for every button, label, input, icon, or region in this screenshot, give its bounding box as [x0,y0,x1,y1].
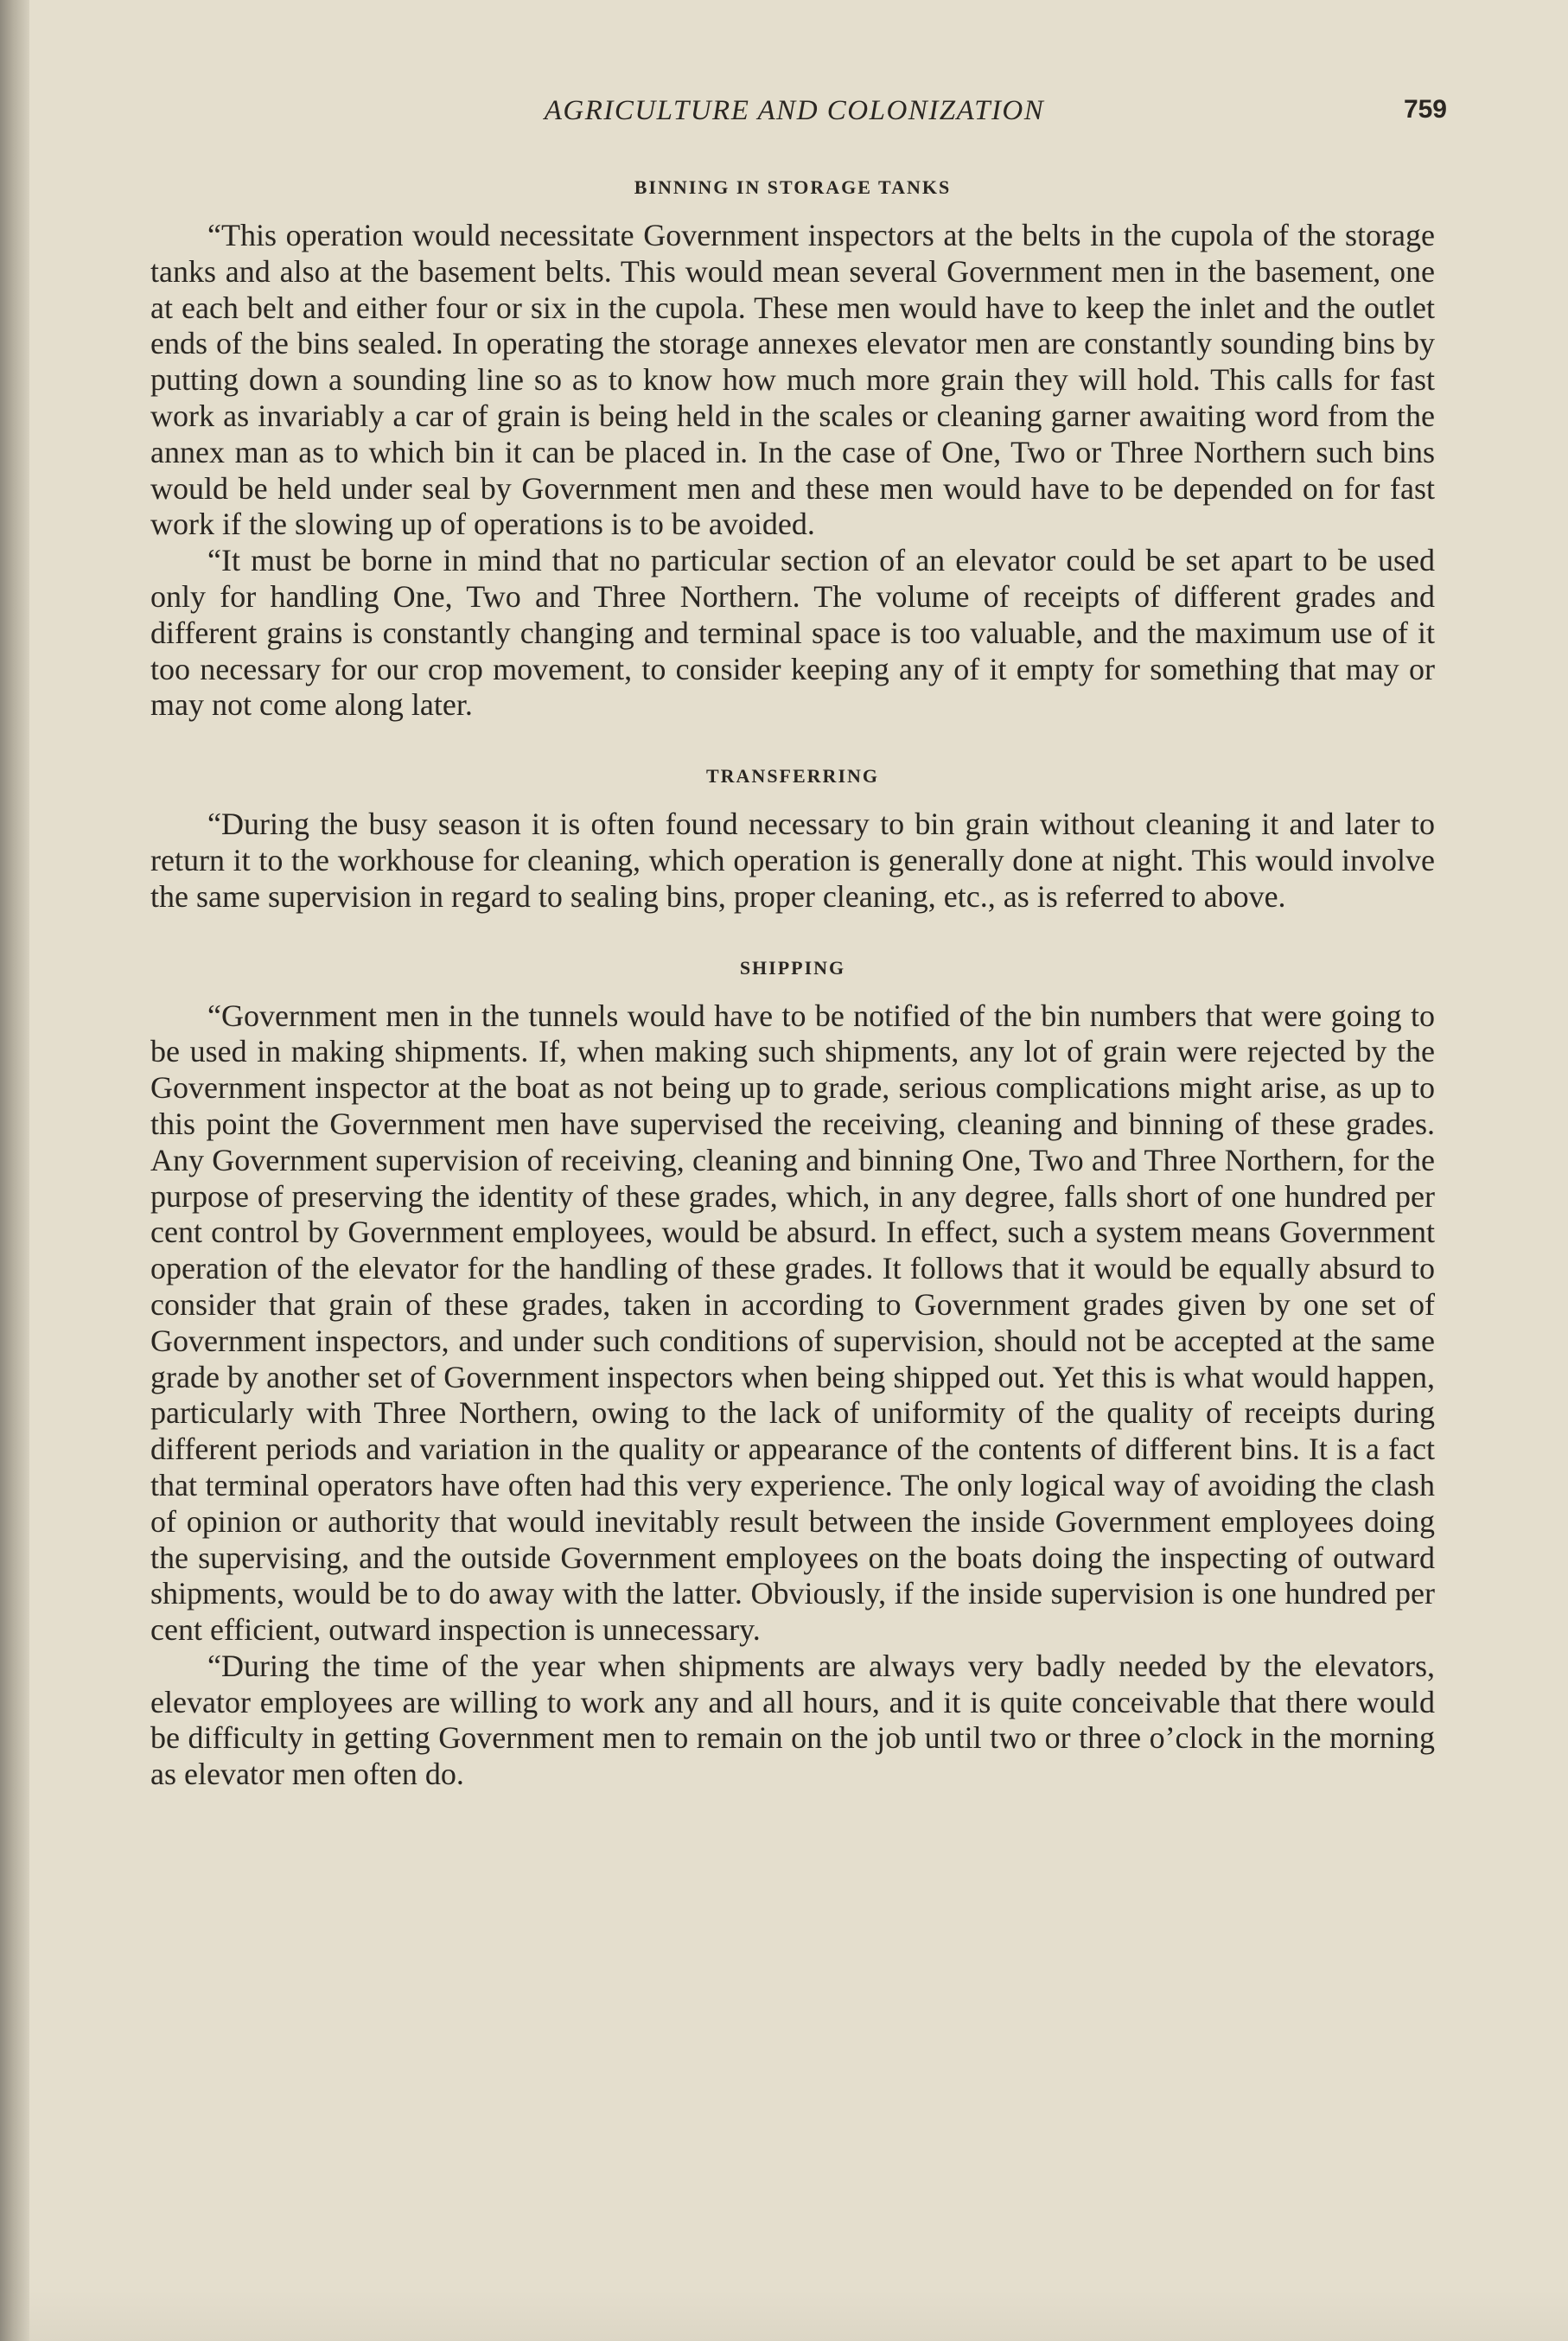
paragraph-transferring-1: “During the busy season it is often found necessary to bin grain without cleaning it and later to return it to the workhouse for cleaning, which operation is generally done at night. This would involve the same supervision in regard to sealing bins, proper cleaning, etc., as is referred to above. [150,807,1435,914]
paragraph-shipping-2: “During the time of the year when shipments are always very badly needed by the elevators, elevator employees are willing to work any and all hours, and it is quite conceivable that there would be difficulty in getting Government men to remain on the job until two or three o’clock in the morning as elevator men often do. [150,1648,1435,1792]
running-title: AGRICULTURE AND COLONIZATION [544,95,1045,126]
running-head [142,95,1447,133]
paragraph-binning-2: “It must be borne in mind that no particular section of an elevator could be set apart to be used only for handling One, Two and Three Northern. The volume of receipts of different grades and different grains is constantly changing and terminal space is too valuable, and the maximum use of it too necessary for our crop movement, to consider keeping any of it empty for something that may or may not come along later. [150,543,1435,723]
paragraph-binning-1: “This operation would necessitate Government inspectors at the belts in the cupola of the storage tanks and also at the basement belts. This would mean several Government men in the basement, one at each belt and either four or six in the cupola. These men would have to keep the inlet and the outlet ends of the bins sealed. In operating the storage annexes elevator men are constantly sounding bins by putting down a sounding line so as to know how much more grain they will hold. This calls for fast work as invariably a car of grain is being held in the scales or cleaning garner awaiting word from the annex man as to which bin it can be placed in. In the case of One, Two or Three Northern such bins would be held under seal by Government men and these men would have to be depended on for fast work if the slowing up of operations is to be avoided. [150,218,1435,542]
paragraph-shipping-1: “Government men in the tunnels would have to be notified of the bin numbers that were going to be used in making shipments. If, when making such shipments, any lot of grain were rejected by the Government inspector at the boat as not being up to grade, serious complications might arise, as up to this point the Government men have supervised the receiving, cleaning and binning of these grades. Any Government supervision of receiving, cleaning and binning One, Two and Three Northern, for the purpose of preserving the identity of these grades, which, in any degree, falls short of one hundred per cent control by Government employees, would be absurd. In effect, such a system means Government operation of the elevator for the handling of these grades. It follows that it would be equally absurd to consider that grain of these grades, taken in according to Government grades given by one set of Government inspectors, and under such conditions of supervision, should not be accepted at the same grade by another set of Government inspectors when being shipped out. Yet this is what would happen, particularly with Three Northern, owing to the lack of uniformity of the quality of receipts during different periods and variation in the quality or appearance of the contents of different bins. It is a fact that terminal operators have often had this very experience. The only logical way of avoiding the clash of opinion or authority that would inevitably result between the inside Government employees doing the supervising, and the outside Government employees on the boats doing the inspecting of outward shipments, would be to do away with the latter. Obviously, if the inside supervision is one hundred per cent efficient, outward inspection is unnecessary. [150,998,1435,1648]
section-heading-shipping: SHIPPING [739,956,846,979]
page-bottom-shade [29,2289,1568,2341]
page-number: 759 [1403,95,1447,124]
page-binding-edge [0,0,29,2341]
page-body [150,173,1435,1793]
book-page [29,0,1568,2341]
section-heading-transferring: TRANSFERRING [705,765,880,788]
section-heading-binning: BINNING IN STORAGE TANKS [634,176,952,198]
